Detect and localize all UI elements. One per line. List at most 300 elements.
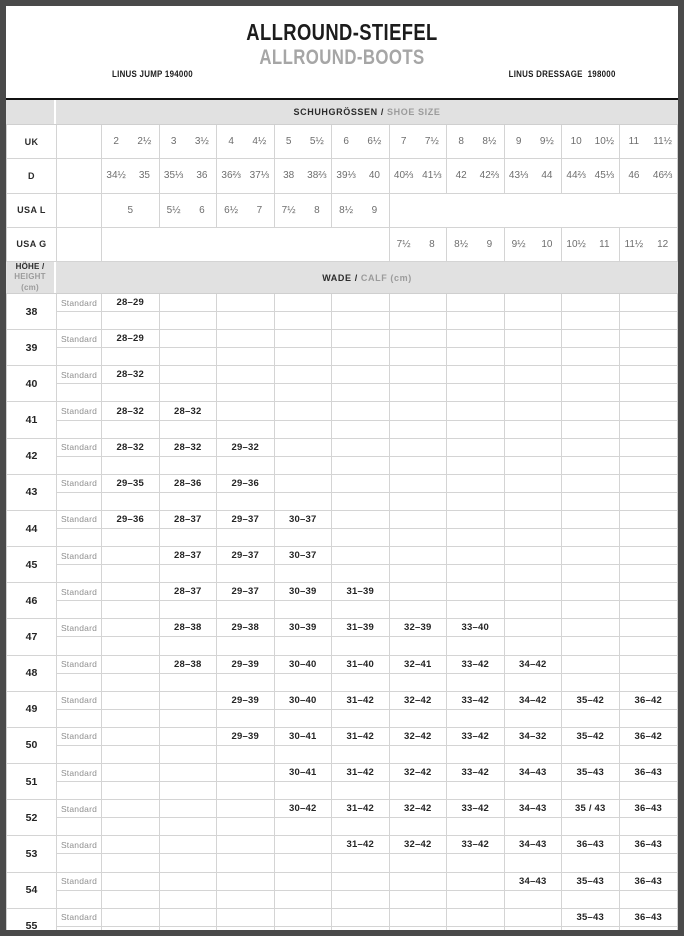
spacer-cell [620, 854, 678, 872]
calf-value-cell: 28–32 [160, 439, 218, 457]
size-pair-cell [390, 228, 448, 262]
spacer-cell [332, 710, 390, 728]
height-cell: 49 [7, 692, 57, 728]
spacer-cell [390, 710, 448, 728]
spacer-cell [217, 348, 275, 366]
spacer-cell [102, 927, 160, 936]
size-pair-cell [447, 228, 505, 262]
spacer-cell [390, 565, 448, 583]
calf-value-cell [217, 873, 275, 891]
calf-value-cell [390, 583, 448, 601]
spacer-cell [102, 710, 160, 728]
calf-value-cell [505, 475, 563, 493]
calf-value-cell [332, 909, 390, 927]
spacer-cell [390, 927, 448, 936]
size-value: 44 [541, 170, 553, 182]
calf-value-cell: 34–32 [505, 728, 563, 746]
size-gap-cell [102, 228, 390, 262]
size-pair-cell [332, 125, 390, 159]
spacer-cell [562, 818, 620, 836]
calf-value-cell: 36–43 [620, 836, 678, 854]
calf-table [6, 294, 678, 936]
calf-value-cell: 28–32 [102, 439, 160, 457]
calf-heading: WADE / CALF (cm) [322, 272, 412, 283]
spacer-cell [620, 457, 678, 475]
spacer-cell [390, 457, 448, 475]
spacer-cell [160, 818, 218, 836]
calf-value-cell: 32–42 [390, 692, 448, 710]
spacer-cell [217, 421, 275, 439]
spacer-cell [57, 312, 102, 330]
spacer-cell [102, 384, 160, 402]
spacer-cell [620, 565, 678, 583]
size-value: 34½ [106, 170, 126, 182]
spacer-cell [102, 421, 160, 439]
spacer-cell [447, 529, 505, 547]
calf-value-cell [332, 475, 390, 493]
spacer-cell [57, 348, 102, 366]
spacer-cell [275, 457, 333, 475]
calf-value-cell [505, 619, 563, 637]
spacer-cell [390, 746, 448, 764]
spacer-cell [562, 312, 620, 330]
size-pair-cell [217, 194, 275, 228]
shoe-size-table [6, 125, 678, 262]
calf-value-cell [620, 402, 678, 420]
calf-value-cell [562, 619, 620, 637]
calf-value-cell [332, 873, 390, 891]
calf-value-cell [332, 294, 390, 312]
spacer-cell [332, 384, 390, 402]
spacer-cell [562, 782, 620, 800]
spacer-cell [562, 493, 620, 511]
size-value: 10 [570, 136, 582, 148]
spacer-cell [505, 818, 563, 836]
calf-value-cell [275, 366, 333, 384]
spacer-cell [275, 927, 333, 936]
size-pair-cell [562, 159, 620, 193]
calf-value-cell: 32–42 [390, 836, 448, 854]
calf-value-cell [160, 909, 218, 927]
spacer-cell [217, 818, 275, 836]
calf-value-cell: 30–40 [275, 692, 333, 710]
calf-value-cell [275, 439, 333, 457]
calf-value-cell [447, 330, 505, 348]
calf-value-cell: 34–43 [505, 800, 563, 818]
calf-value-cell [160, 764, 218, 782]
calf-value-cell [562, 294, 620, 312]
spacer-cell [332, 348, 390, 366]
spacer-cell [332, 854, 390, 872]
spacer-cell [620, 312, 678, 330]
spacer-cell [57, 818, 102, 836]
spacer-cell [160, 457, 218, 475]
calf-value-cell [620, 330, 678, 348]
calf-value-cell: 29–36 [217, 475, 275, 493]
spacer-cell [160, 529, 218, 547]
spacer-cell [275, 312, 333, 330]
calf-value-cell: 30–37 [275, 547, 333, 565]
size-value: 4½ [252, 136, 267, 148]
size-pair-cell [160, 194, 218, 228]
spacer-cell [390, 674, 448, 692]
spacer-cell [217, 565, 275, 583]
spacer-cell [505, 348, 563, 366]
size-row-label: UK [7, 125, 57, 159]
calf-value-cell [390, 909, 448, 927]
calf-value-cell [390, 439, 448, 457]
height-cell: 44 [7, 511, 57, 547]
spacer-cell [160, 601, 218, 619]
spacer-cell [332, 891, 390, 909]
spacer-cell [57, 565, 102, 583]
spacer-cell [217, 637, 275, 655]
calf-value-cell: 28–32 [160, 402, 218, 420]
size-value: 8½ [339, 204, 354, 216]
size-value: 44⅔ [566, 170, 586, 182]
spacer-cell [275, 348, 333, 366]
spacer-cell [447, 384, 505, 402]
spacer-cell [332, 746, 390, 764]
standard-cell: Standard [57, 439, 102, 457]
calf-value-cell [562, 402, 620, 420]
calf-value-cell [160, 366, 218, 384]
standard-cell: Standard [57, 583, 102, 601]
spacer-cell [217, 927, 275, 936]
spacer-cell [390, 854, 448, 872]
size-value: 36 [196, 170, 208, 182]
calf-value-cell [447, 366, 505, 384]
spacer-cell [57, 384, 102, 402]
calf-value-cell [447, 475, 505, 493]
calf-header-band [6, 262, 678, 294]
size-value: 7½ [281, 204, 296, 216]
size-pair-cell [620, 125, 678, 159]
calf-value-cell [620, 511, 678, 529]
height-cell: 48 [7, 656, 57, 692]
size-value: 35 [138, 170, 150, 182]
calf-value-cell [505, 439, 563, 457]
calf-value-cell [332, 366, 390, 384]
calf-value-cell [102, 619, 160, 637]
calf-value-cell: 28–29 [102, 330, 160, 348]
height-cell: 39 [7, 330, 57, 366]
calf-value-cell [562, 583, 620, 601]
calf-value-cell: 31–42 [332, 692, 390, 710]
spacer-cell [447, 565, 505, 583]
spacer-cell [102, 782, 160, 800]
calf-value-cell [447, 583, 505, 601]
size-value: 11 [628, 136, 640, 148]
size-pair-cell [447, 125, 505, 159]
spacer-cell [57, 746, 102, 764]
spacer-cell [57, 637, 102, 655]
size-gap-cell [390, 194, 678, 228]
page-title: ALLROUND-STIEFEL [246, 19, 438, 45]
size-value: 9½ [539, 136, 554, 148]
calf-value-cell: 34–43 [505, 836, 563, 854]
calf-value-cell [447, 402, 505, 420]
spacer-cell [217, 746, 275, 764]
spacer-cell [390, 348, 448, 366]
height-cell: 38 [7, 294, 57, 330]
spacer-cell [217, 312, 275, 330]
calf-value-cell [447, 547, 505, 565]
calf-value-cell [332, 439, 390, 457]
page-subtitle: ALLROUND-BOOTS [259, 46, 425, 69]
calf-value-cell [562, 439, 620, 457]
calf-value-cell [217, 366, 275, 384]
calf-value-cell: 31–42 [332, 764, 390, 782]
size-value: 6½ [367, 136, 382, 148]
size-value: 42⅔ [479, 170, 500, 182]
height-cell: 50 [7, 728, 57, 764]
standard-cell: Standard [57, 366, 102, 384]
height-unit: (cm) [21, 282, 39, 292]
spacer-cell [102, 348, 160, 366]
calf-value-cell: 32–39 [390, 619, 448, 637]
calf-value-cell: 33–42 [447, 800, 505, 818]
spacer-cell [102, 674, 160, 692]
spacer-cell [217, 674, 275, 692]
calf-value-cell: 29–38 [217, 619, 275, 637]
calf-value-cell: 28–37 [160, 547, 218, 565]
calf-value-cell: 34–43 [505, 873, 563, 891]
size-value: 36⅔ [221, 170, 241, 182]
standard-cell: Standard [57, 656, 102, 674]
spacer-cell [447, 854, 505, 872]
size-value: 2½ [137, 136, 152, 148]
calf-value-cell: 33–42 [447, 836, 505, 854]
calf-value-cell [390, 873, 448, 891]
calf-value-cell [160, 800, 218, 818]
spacer-cell [562, 565, 620, 583]
calf-value-cell [217, 800, 275, 818]
spacer-cell [447, 457, 505, 475]
size-value: 11½ [624, 238, 644, 250]
calf-value-cell [160, 692, 218, 710]
calf-value-cell [275, 294, 333, 312]
size-value: 42 [455, 170, 467, 182]
spacer-cell [332, 927, 390, 936]
spacer-cell [447, 818, 505, 836]
spacer-cell [57, 927, 102, 936]
calf-value-cell [217, 836, 275, 854]
calf-value-cell [217, 330, 275, 348]
calf-value-cell [390, 475, 448, 493]
spacer-cell [160, 493, 218, 511]
size-pair-cell [620, 228, 678, 262]
spacer-cell [332, 529, 390, 547]
spacer-cell [160, 384, 218, 402]
height-cell: 53 [7, 836, 57, 872]
spacer-cell [275, 782, 333, 800]
height-cell: 55 [7, 909, 57, 936]
spacer-cell [102, 312, 160, 330]
spacer-cell [57, 782, 102, 800]
calf-value-cell: 34–42 [505, 656, 563, 674]
size-row-label: USA G [7, 228, 57, 262]
spacer-cell [447, 746, 505, 764]
calf-value-cell [562, 547, 620, 565]
spacer-cell [447, 421, 505, 439]
spacer-cell [620, 818, 678, 836]
spacer-cell [505, 565, 563, 583]
spacer-cell [102, 637, 160, 655]
spacer-cell [505, 384, 563, 402]
spacer-cell [57, 854, 102, 872]
size-pair-cell [505, 228, 563, 262]
calf-value-cell [275, 330, 333, 348]
spacer-cell [275, 710, 333, 728]
spacer-cell [57, 228, 102, 262]
spacer-cell [217, 457, 275, 475]
standard-cell: Standard [57, 909, 102, 927]
calf-value-cell [620, 656, 678, 674]
spacer-cell [160, 854, 218, 872]
standard-cell: Standard [57, 873, 102, 891]
calf-value-cell [620, 619, 678, 637]
spacer-cell [505, 854, 563, 872]
calf-value-cell [275, 909, 333, 927]
calf-value-cell [620, 475, 678, 493]
calf-value-cell [562, 475, 620, 493]
size-pair-cell [160, 125, 218, 159]
spacer-cell [217, 710, 275, 728]
calf-value-cell: 32–41 [390, 656, 448, 674]
height-cell: 47 [7, 619, 57, 655]
spacer-cell [57, 493, 102, 511]
size-value: 6 [199, 204, 205, 216]
size-value: 6 [343, 136, 349, 148]
calf-value-cell [505, 511, 563, 529]
shoe-size-band-corner [6, 100, 56, 124]
size-pair-cell [505, 159, 563, 193]
calf-value-cell: 35–42 [562, 692, 620, 710]
spacer-cell [505, 782, 563, 800]
spacer-cell [160, 674, 218, 692]
calf-value-cell: 29–39 [217, 692, 275, 710]
calf-value-cell: 30–39 [275, 583, 333, 601]
spacer-cell [57, 710, 102, 728]
spacer-cell [275, 529, 333, 547]
calf-value-cell: 36–43 [620, 764, 678, 782]
standard-cell: Standard [57, 800, 102, 818]
spacer-cell [102, 529, 160, 547]
spacer-cell [332, 421, 390, 439]
calf-value-cell: 36–42 [620, 728, 678, 746]
spacer-cell [217, 854, 275, 872]
size-value: 40 [368, 170, 380, 182]
calf-value-cell: 29–37 [217, 583, 275, 601]
calf-value-cell: 28–32 [102, 366, 160, 384]
size-value: 7 [400, 136, 407, 148]
calf-value-cell [390, 366, 448, 384]
size-value: 45⅓ [594, 170, 615, 182]
spacer-cell [57, 891, 102, 909]
spacer-cell [160, 348, 218, 366]
size-value: 12 [657, 238, 669, 250]
calf-value-cell: 35–43 [562, 909, 620, 927]
calf-value-cell [102, 728, 160, 746]
height-cell: 41 [7, 402, 57, 438]
calf-value-cell [332, 511, 390, 529]
spacer-cell [390, 818, 448, 836]
shoe-size-band-main [56, 100, 678, 124]
spacer-cell [505, 710, 563, 728]
calf-value-cell [160, 728, 218, 746]
spacer-cell [390, 493, 448, 511]
size-value: 5½ [309, 136, 324, 148]
spacer-cell [160, 927, 218, 936]
calf-value-cell: 31–40 [332, 656, 390, 674]
spacer-cell [620, 927, 678, 936]
calf-value-cell [160, 294, 218, 312]
calf-value-cell [275, 836, 333, 854]
calf-value-cell [505, 547, 563, 565]
calf-value-cell [217, 764, 275, 782]
spacer-cell [390, 891, 448, 909]
spacer-cell [160, 782, 218, 800]
spacer-cell [447, 601, 505, 619]
calf-value-cell [562, 656, 620, 674]
size-pair-cell [275, 125, 333, 159]
calf-value-cell [102, 656, 160, 674]
spacer-cell [620, 493, 678, 511]
spacer-cell [390, 384, 448, 402]
spacer-cell [620, 529, 678, 547]
calf-value-cell [562, 330, 620, 348]
spacer-cell [390, 637, 448, 655]
size-value: 8 [314, 204, 320, 216]
height-header-cell [6, 262, 56, 293]
size-pair-cell [447, 159, 505, 193]
calf-value-cell: 33–42 [447, 656, 505, 674]
height-cell: 42 [7, 439, 57, 475]
spacer-cell [562, 674, 620, 692]
spacer-cell [102, 601, 160, 619]
calf-value-cell [390, 294, 448, 312]
spacer-cell [390, 782, 448, 800]
spacer-cell [390, 421, 448, 439]
calf-value-cell [102, 764, 160, 782]
size-pair-cell [620, 159, 678, 193]
standard-cell: Standard [57, 402, 102, 420]
calf-value-cell: 35–42 [562, 728, 620, 746]
calf-value-cell: 29–37 [217, 547, 275, 565]
size-value: 11½ [653, 136, 672, 148]
calf-value-cell: 31–42 [332, 728, 390, 746]
spacer-cell [102, 457, 160, 475]
calf-value-cell [505, 583, 563, 601]
height-cell: 40 [7, 366, 57, 402]
calf-value-cell [102, 583, 160, 601]
size-value: 5 [285, 136, 292, 148]
size-value: 8½ [454, 238, 469, 250]
spacer-cell [275, 746, 333, 764]
spacer-cell [275, 891, 333, 909]
calf-value-cell [275, 873, 333, 891]
spacer-cell [275, 818, 333, 836]
calf-value-cell: 30–42 [275, 800, 333, 818]
size-value: 5½ [166, 204, 181, 216]
spacer-cell [275, 493, 333, 511]
size-value: 8 [458, 136, 464, 148]
calf-value-cell [102, 547, 160, 565]
height-label-de: HÖHE / [15, 262, 45, 271]
calf-value-cell: 36–43 [620, 800, 678, 818]
spacer-cell [562, 421, 620, 439]
